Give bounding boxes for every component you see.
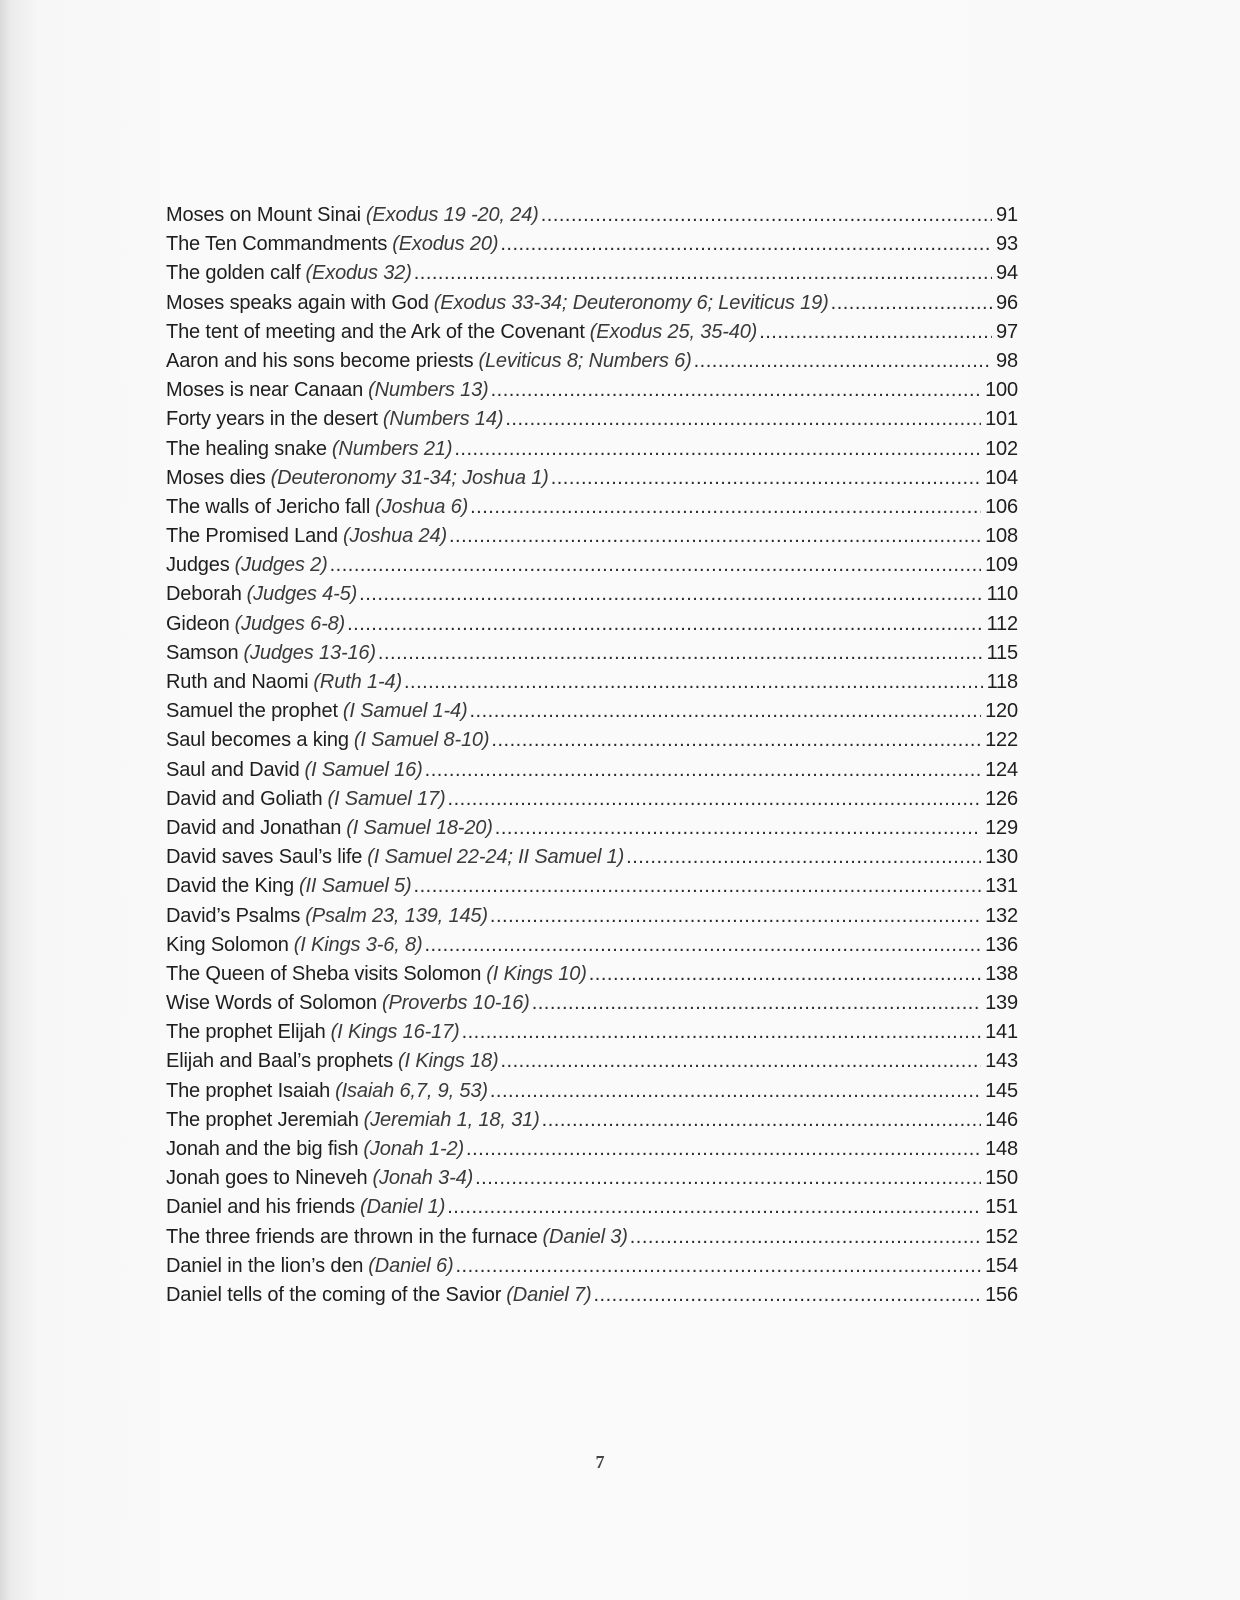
- toc-entry-title: Daniel in the lion’s den: [166, 1254, 364, 1277]
- toc-entry-scripture-reference: (Exodus 19 -20, 24): [365, 204, 539, 226]
- page-number: 7: [595, 1452, 605, 1472]
- dot-leader: [694, 347, 992, 376]
- toc-entry-scripture-reference: (Numbers 13): [368, 379, 489, 402]
- dot-leader: [330, 551, 981, 580]
- toc-entry: [166, 639, 1018, 668]
- toc-entry-page-number: 129: [985, 816, 1018, 839]
- toc-entry: [166, 551, 1018, 580]
- toc-entry-page-number: 109: [985, 554, 1018, 577]
- toc-entry-title: The golden calf: [166, 262, 301, 285]
- toc-entry-page-number: 100: [985, 379, 1018, 402]
- toc-entry-page-number: 106: [985, 495, 1018, 518]
- toc-entry-scripture-reference: (Judges 13-16): [243, 641, 376, 664]
- toc-entry-title: Samuel the prophet: [166, 700, 338, 723]
- toc-entry: [166, 872, 1018, 901]
- toc-entry: [166, 785, 1018, 814]
- toc-entry: [166, 931, 1018, 960]
- toc-entry: [166, 726, 1018, 755]
- dot-leader: [831, 289, 992, 318]
- toc-entry: [166, 1193, 1018, 1222]
- toc-entry-title: The Ten Commandments: [166, 233, 388, 256]
- toc-entry-title: The prophet Jeremiah: [166, 1108, 359, 1131]
- dot-leader: [404, 668, 983, 697]
- toc-entry-scripture-reference: (I Kings 10): [486, 962, 587, 985]
- toc-entry-scripture-reference: (Proverbs 10-16): [382, 992, 530, 1015]
- toc-entry-page-number: 108: [985, 525, 1018, 548]
- dot-leader: [425, 756, 981, 785]
- dot-leader: [462, 1018, 982, 1047]
- toc-entry: [166, 259, 1018, 288]
- toc-entry: [166, 464, 1018, 493]
- dot-leader: [542, 1106, 981, 1135]
- toc-entry-page-number: 141: [985, 1021, 1018, 1044]
- dot-leader: [414, 259, 992, 288]
- dot-leader: [491, 376, 982, 405]
- toc-entry-title: Wise Words of Solomon: [166, 992, 378, 1015]
- toc-entry-page-number: 96: [996, 291, 1018, 314]
- toc-entry-page-number: 150: [985, 1167, 1018, 1190]
- toc-entry-page-number: 132: [985, 904, 1018, 927]
- toc-entry-scripture-reference: (I Kings 16-17): [330, 1021, 460, 1044]
- toc-entry: [166, 1135, 1018, 1164]
- toc-entry: [166, 843, 1018, 872]
- dot-leader: [469, 697, 981, 726]
- toc-entry-title: Moses speaks again with God: [166, 291, 429, 314]
- dot-leader: [500, 1047, 981, 1076]
- toc-entry-page-number: 130: [985, 846, 1018, 869]
- toc-entry: [166, 405, 1018, 434]
- toc-entry-scripture-reference: (Daniel 1): [360, 1196, 446, 1219]
- toc-entry: [166, 289, 1018, 318]
- dot-leader: [455, 1252, 981, 1281]
- toc-entry-scripture-reference: (Joshua 6): [375, 495, 469, 518]
- toc-entry: [166, 989, 1018, 1018]
- toc-entry-title: The prophet Elijah: [166, 1021, 326, 1044]
- toc-entry-page-number: 136: [985, 933, 1018, 956]
- toc-entry-title: Moses on Mount Sinai: [166, 204, 361, 226]
- toc-entry-page-number: 138: [985, 962, 1018, 985]
- toc-entry-scripture-reference: (Exodus 33-34; Deuteronomy 6; Leviticus 19): [433, 291, 829, 314]
- toc-entry: [166, 1281, 1018, 1310]
- toc-entry-title: David saves Saul’s life: [166, 846, 363, 869]
- dot-leader: [359, 580, 982, 609]
- toc-entry-page-number: 152: [985, 1225, 1018, 1248]
- toc-entry-page-number: 156: [985, 1283, 1018, 1306]
- toc-entry-page-number: 131: [985, 875, 1018, 898]
- dot-leader: [347, 610, 982, 639]
- dot-leader: [630, 1223, 981, 1252]
- toc-entry-title: David and Jonathan: [166, 816, 342, 839]
- toc-entry-page-number: 145: [985, 1079, 1018, 1102]
- dot-leader: [454, 435, 981, 464]
- toc-entry-title: Saul and David: [166, 758, 300, 781]
- toc-entry-scripture-reference: (Psalm 23, 139, 145): [305, 904, 488, 927]
- toc-entry-page-number: 120: [985, 700, 1018, 723]
- toc-entry: [166, 756, 1018, 785]
- toc-entry-scripture-reference: (Numbers 21): [331, 437, 453, 460]
- dot-leader: [414, 872, 982, 901]
- dot-leader: [449, 522, 981, 551]
- toc-entry: [166, 668, 1018, 697]
- toc-entry-page-number: 93: [996, 233, 1018, 256]
- toc-entry-scripture-reference: (Ruth 1-4): [313, 671, 402, 693]
- toc-entry-title: Moses dies: [166, 466, 266, 489]
- toc-entry-title: Deborah: [166, 583, 242, 606]
- toc-entry: [166, 580, 1018, 609]
- toc-entry-scripture-reference: (Numbers 14): [382, 408, 504, 431]
- toc-entry-scripture-reference: (Daniel 3): [542, 1225, 628, 1248]
- dot-leader: [495, 814, 981, 843]
- toc-entry-scripture-reference: (I Samuel 16): [304, 758, 423, 781]
- dot-leader: [541, 201, 992, 230]
- toc-entry-scripture-reference: (Leviticus 8; Numbers 6): [478, 349, 692, 372]
- toc-entry-page-number: 94: [996, 262, 1018, 285]
- toc-entry: [166, 230, 1018, 259]
- toc-entry-title: Forty years in the desert: [166, 408, 378, 431]
- dot-leader: [466, 1135, 981, 1164]
- toc-entry-page-number: 98: [996, 349, 1018, 372]
- toc-entry: [166, 697, 1018, 726]
- dot-leader: [594, 1281, 982, 1310]
- toc-entry-title: Samson: [166, 641, 239, 664]
- toc-entry-title: The prophet Isaiah: [166, 1079, 331, 1102]
- toc-entry-title: Elijah and Baal’s prophets: [166, 1050, 393, 1073]
- toc-entry-scripture-reference: (Exodus 32): [305, 262, 412, 285]
- dot-leader: [448, 785, 982, 814]
- toc-entry: [166, 318, 1018, 347]
- toc-entry-page-number: 91: [996, 204, 1018, 226]
- toc-entry-page-number: 118: [986, 671, 1018, 693]
- toc-entry: [166, 376, 1018, 405]
- toc-entry: [166, 610, 1018, 639]
- toc-entry-scripture-reference: (Deuteronomy 31-34; Joshua 1): [270, 466, 549, 489]
- toc-entry: [166, 1047, 1018, 1076]
- toc-entry-scripture-reference: (II Samuel 5): [298, 875, 412, 898]
- dot-leader: [532, 989, 981, 1018]
- toc-entry-title: Daniel tells of the coming of the Savior: [166, 1283, 502, 1306]
- toc-entry-page-number: 110: [986, 583, 1018, 606]
- toc-entry: [166, 1018, 1018, 1047]
- toc-entry: [166, 1106, 1018, 1135]
- toc-entry-scripture-reference: (Daniel 7): [506, 1283, 592, 1306]
- toc-entry-title: Jonah goes to Nineveh: [166, 1167, 368, 1190]
- dot-leader: [447, 1193, 981, 1222]
- toc-entry: [166, 522, 1018, 551]
- toc-entry-title: King Solomon: [166, 933, 289, 956]
- dot-leader: [378, 639, 983, 668]
- toc-entry-page-number: 124: [985, 758, 1018, 781]
- dot-leader: [551, 464, 981, 493]
- toc-entry-scripture-reference: (I Samuel 18-20): [346, 816, 493, 839]
- toc-entry: [166, 1252, 1018, 1281]
- dot-leader: [505, 405, 981, 434]
- toc-entry-scripture-reference: (Jonah 3-4): [372, 1167, 474, 1190]
- toc-entry: [166, 1077, 1018, 1106]
- toc-entry: [166, 960, 1018, 989]
- table-of-contents: [166, 201, 1018, 1310]
- toc-entry-title: Jonah and the big fish: [166, 1138, 359, 1160]
- dot-leader: [490, 1077, 981, 1106]
- toc-entry-scripture-reference: (I Kings 3-6, 8): [293, 933, 423, 956]
- toc-entry-page-number: 97: [996, 320, 1018, 343]
- toc-entry-title: The three friends are thrown in the furnace: [166, 1225, 538, 1248]
- toc-entry-page-number: 148: [985, 1138, 1018, 1160]
- toc-entry-scripture-reference: (I Kings 18): [398, 1050, 499, 1073]
- toc-entry-page-number: 126: [985, 787, 1018, 810]
- toc-entry-scripture-reference: (Exodus 25, 35-40): [589, 320, 758, 343]
- toc-entry-page-number: 154: [985, 1254, 1018, 1277]
- toc-entry-scripture-reference: (Judges 2): [234, 554, 328, 577]
- toc-entry: [166, 201, 1018, 230]
- toc-entry: [166, 902, 1018, 931]
- toc-entry-title: Aaron and his sons become priests: [166, 349, 474, 372]
- toc-entry: [166, 1164, 1018, 1193]
- dot-leader: [500, 230, 992, 259]
- toc-entry-scripture-reference: (Daniel 6): [368, 1254, 454, 1277]
- toc-entry: [166, 435, 1018, 464]
- toc-entry-page-number: 101: [985, 408, 1018, 431]
- toc-entry-title: The healing snake: [166, 437, 327, 460]
- toc-entry-title: Ruth and Naomi: [166, 671, 309, 693]
- toc-entry-scripture-reference: (I Samuel 22-24; II Samuel 1): [367, 846, 625, 869]
- toc-entry: [166, 1223, 1018, 1252]
- dot-leader: [589, 960, 981, 989]
- toc-entry-title: David the King: [166, 875, 294, 898]
- toc-entry: [166, 814, 1018, 843]
- toc-entry-title: Judges: [166, 554, 230, 577]
- toc-entry-page-number: 146: [985, 1108, 1018, 1131]
- dot-leader: [490, 902, 981, 931]
- toc-entry-scripture-reference: (Jonah 1-2): [363, 1138, 465, 1160]
- toc-entry-title: Moses is near Canaan: [166, 379, 364, 402]
- toc-entry-page-number: 122: [985, 729, 1018, 752]
- toc-entry-scripture-reference: (Judges 6-8): [234, 612, 346, 635]
- toc-entry-title: Saul becomes a king: [166, 729, 349, 752]
- dot-leader: [491, 726, 981, 755]
- toc-entry-scripture-reference: (I Samuel 17): [327, 787, 446, 810]
- toc-entry-page-number: 104: [985, 466, 1018, 489]
- toc-entry-title: The walls of Jericho fall: [166, 495, 371, 518]
- toc-entry: [166, 347, 1018, 376]
- toc-entry-title: Gideon: [166, 612, 230, 635]
- toc-entry-scripture-reference: (Judges 4-5): [246, 583, 358, 606]
- toc-entry-scripture-reference: (Isaiah 6,7, 9, 53): [335, 1079, 488, 1102]
- dot-leader: [475, 1164, 981, 1193]
- toc-entry-page-number: 102: [985, 437, 1018, 460]
- toc-entry-scripture-reference: (I Samuel 8-10): [353, 729, 490, 752]
- toc-entry-scripture-reference: (Exodus 20): [392, 233, 499, 256]
- toc-entry-page-number: 143: [985, 1050, 1018, 1073]
- toc-entry-title: The tent of meeting and the Ark of the Covenant: [166, 320, 585, 343]
- toc-entry-title: The Promised Land: [166, 525, 338, 548]
- toc-entry-scripture-reference: (Jeremiah 1, 18, 31): [363, 1108, 540, 1131]
- toc-entry-title: Daniel and his friends: [166, 1196, 356, 1219]
- toc-entry: [166, 493, 1018, 522]
- dot-leader: [425, 931, 982, 960]
- dot-leader: [470, 493, 981, 522]
- toc-entry-page-number: 112: [986, 612, 1018, 635]
- toc-entry-scripture-reference: (I Samuel 1-4): [342, 700, 468, 723]
- dot-leader: [626, 843, 981, 872]
- toc-entry-page-number: 151: [985, 1196, 1018, 1219]
- toc-entry-title: David’s Psalms: [166, 904, 301, 927]
- toc-entry-title: David and Goliath: [166, 787, 323, 810]
- toc-entry-scripture-reference: (Joshua 24): [343, 525, 447, 548]
- toc-entry-page-number: 115: [986, 641, 1018, 664]
- toc-entry-page-number: 139: [985, 992, 1018, 1015]
- dot-leader: [759, 318, 992, 347]
- toc-entry-title: The Queen of Sheba visits Solomon: [166, 962, 482, 985]
